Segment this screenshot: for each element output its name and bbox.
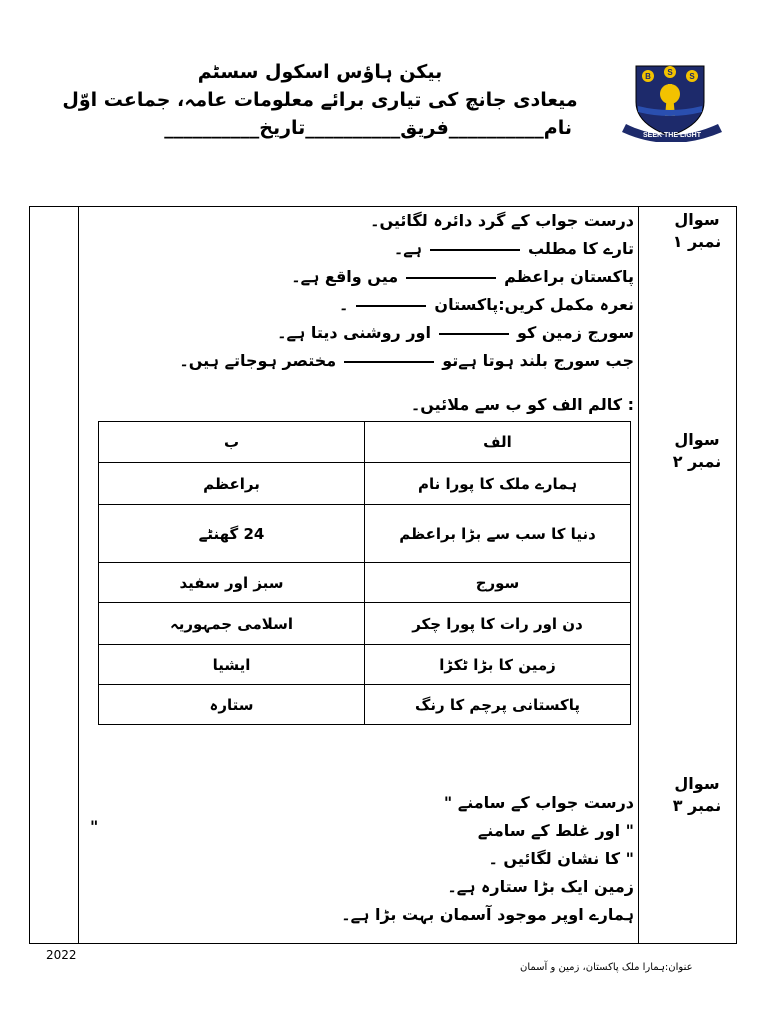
q3-line-3: " کا نشان لگائیں ۔	[488, 849, 634, 868]
alif-cell: زمین کا بڑا ٹکڑا	[365, 645, 631, 685]
fill-blank	[356, 305, 426, 307]
q1-s3-end: ۔	[339, 295, 349, 314]
bay-cell: ایشیا	[99, 645, 365, 685]
fill-blank	[344, 361, 434, 363]
table-row	[99, 505, 631, 563]
margin-column-line	[78, 207, 79, 943]
alif-cell: سورج	[365, 563, 631, 603]
bay-cell: سبز اور سفید	[99, 563, 365, 603]
student-info-line: نام__________فریق__________تاریخ__________	[164, 117, 572, 139]
q3-label: سوال نمبر ۳	[672, 774, 722, 815]
q3-line-5: ہمارے اوپر موجود آسمان بہت بڑا ہے۔	[341, 905, 634, 924]
q1-s5-end: مختصر ہوجاتے ہیں۔	[179, 351, 337, 370]
q2-instruction: : کالم الف کو ب سے ملائیں۔	[410, 395, 634, 414]
table-row	[99, 685, 631, 725]
q2-label: سوال نمبر ۲	[672, 430, 722, 471]
alif-cell: دنیا کا سب سے بڑا براعظم	[365, 505, 631, 563]
table-row	[99, 463, 631, 505]
q1-s1-end: ہے۔	[393, 239, 422, 258]
school-logo	[618, 62, 736, 142]
exam-title: میعادی جانچ کی تیاری برائے معلومات عامہ، جماعت اوّل	[62, 89, 578, 111]
q1-sentence-5	[179, 347, 634, 375]
q1-sentence-1	[394, 235, 634, 263]
stray-quote-mark: "	[90, 817, 99, 836]
q1-s3-start: نعرہ مکمل کریں:پاکستان	[434, 295, 634, 314]
column-alif-header: الف	[365, 422, 631, 463]
matching-table	[98, 421, 631, 725]
q3-line-2: " اور غلط کے سامنے	[477, 821, 634, 840]
fill-blank	[430, 249, 520, 251]
school-name: بیکن ہاؤس اسکول سسٹم	[197, 61, 443, 83]
alif-cell: دن اور رات کا پورا چکر	[365, 603, 631, 645]
logo-letter-3: S	[689, 72, 695, 81]
label-column-line	[638, 207, 639, 943]
fill-blank	[439, 333, 509, 335]
q1-label: سوال نمبر ۱	[672, 210, 722, 251]
q1-sentence-4	[277, 319, 634, 347]
bay-cell: ستارہ	[99, 685, 365, 725]
q1-s4-end: اور روشنی دیتا ہے۔	[277, 323, 431, 342]
question-frame	[29, 206, 737, 944]
table-header-row	[99, 422, 631, 463]
logo-letter-1: B	[645, 72, 651, 81]
page-header	[40, 58, 600, 142]
topic-footer: عنوان:ہمارا ملک پاکستان، زمین و آسمان	[520, 962, 693, 973]
q1-s4-start: سورج زمین کو	[516, 323, 634, 342]
bay-cell: اسلامی جمہوریہ	[99, 603, 365, 645]
table-row	[99, 645, 631, 685]
q1-s1-start: تارے کا مطلب	[527, 239, 634, 258]
fill-blank	[406, 277, 496, 279]
year-label: 2022	[46, 948, 77, 962]
q1-sentence-3	[339, 291, 634, 319]
q3-line-1: درست جواب کے سامنے "	[443, 793, 634, 812]
alif-cell: پاکستانی پرچم کا رنگ	[365, 685, 631, 725]
table-row	[99, 603, 631, 645]
logo-letter-2: S	[667, 68, 673, 77]
q1-sentence-2	[291, 263, 634, 291]
q1-s2-end: میں واقع ہے۔	[291, 267, 399, 286]
q3-line-4: زمین ایک بڑا ستارہ ہے۔	[447, 877, 634, 896]
column-bay-header: ب	[99, 422, 365, 463]
q1-s5-start: جب سورج بلند ہوتا ہےتو	[442, 351, 634, 370]
q1-s2-start: پاکستان براعظم	[504, 267, 634, 286]
logo-motto: SEEK THE LIGHT	[643, 132, 701, 139]
bay-cell: 24 گھنٹے	[99, 505, 365, 563]
bay-cell: براعظم	[99, 463, 365, 505]
table-row	[99, 563, 631, 603]
alif-cell: ہمارے ملک کا پورا نام	[365, 463, 631, 505]
q1-instruction: درست جواب کے گرد دائرہ لگائیں۔	[370, 211, 634, 230]
